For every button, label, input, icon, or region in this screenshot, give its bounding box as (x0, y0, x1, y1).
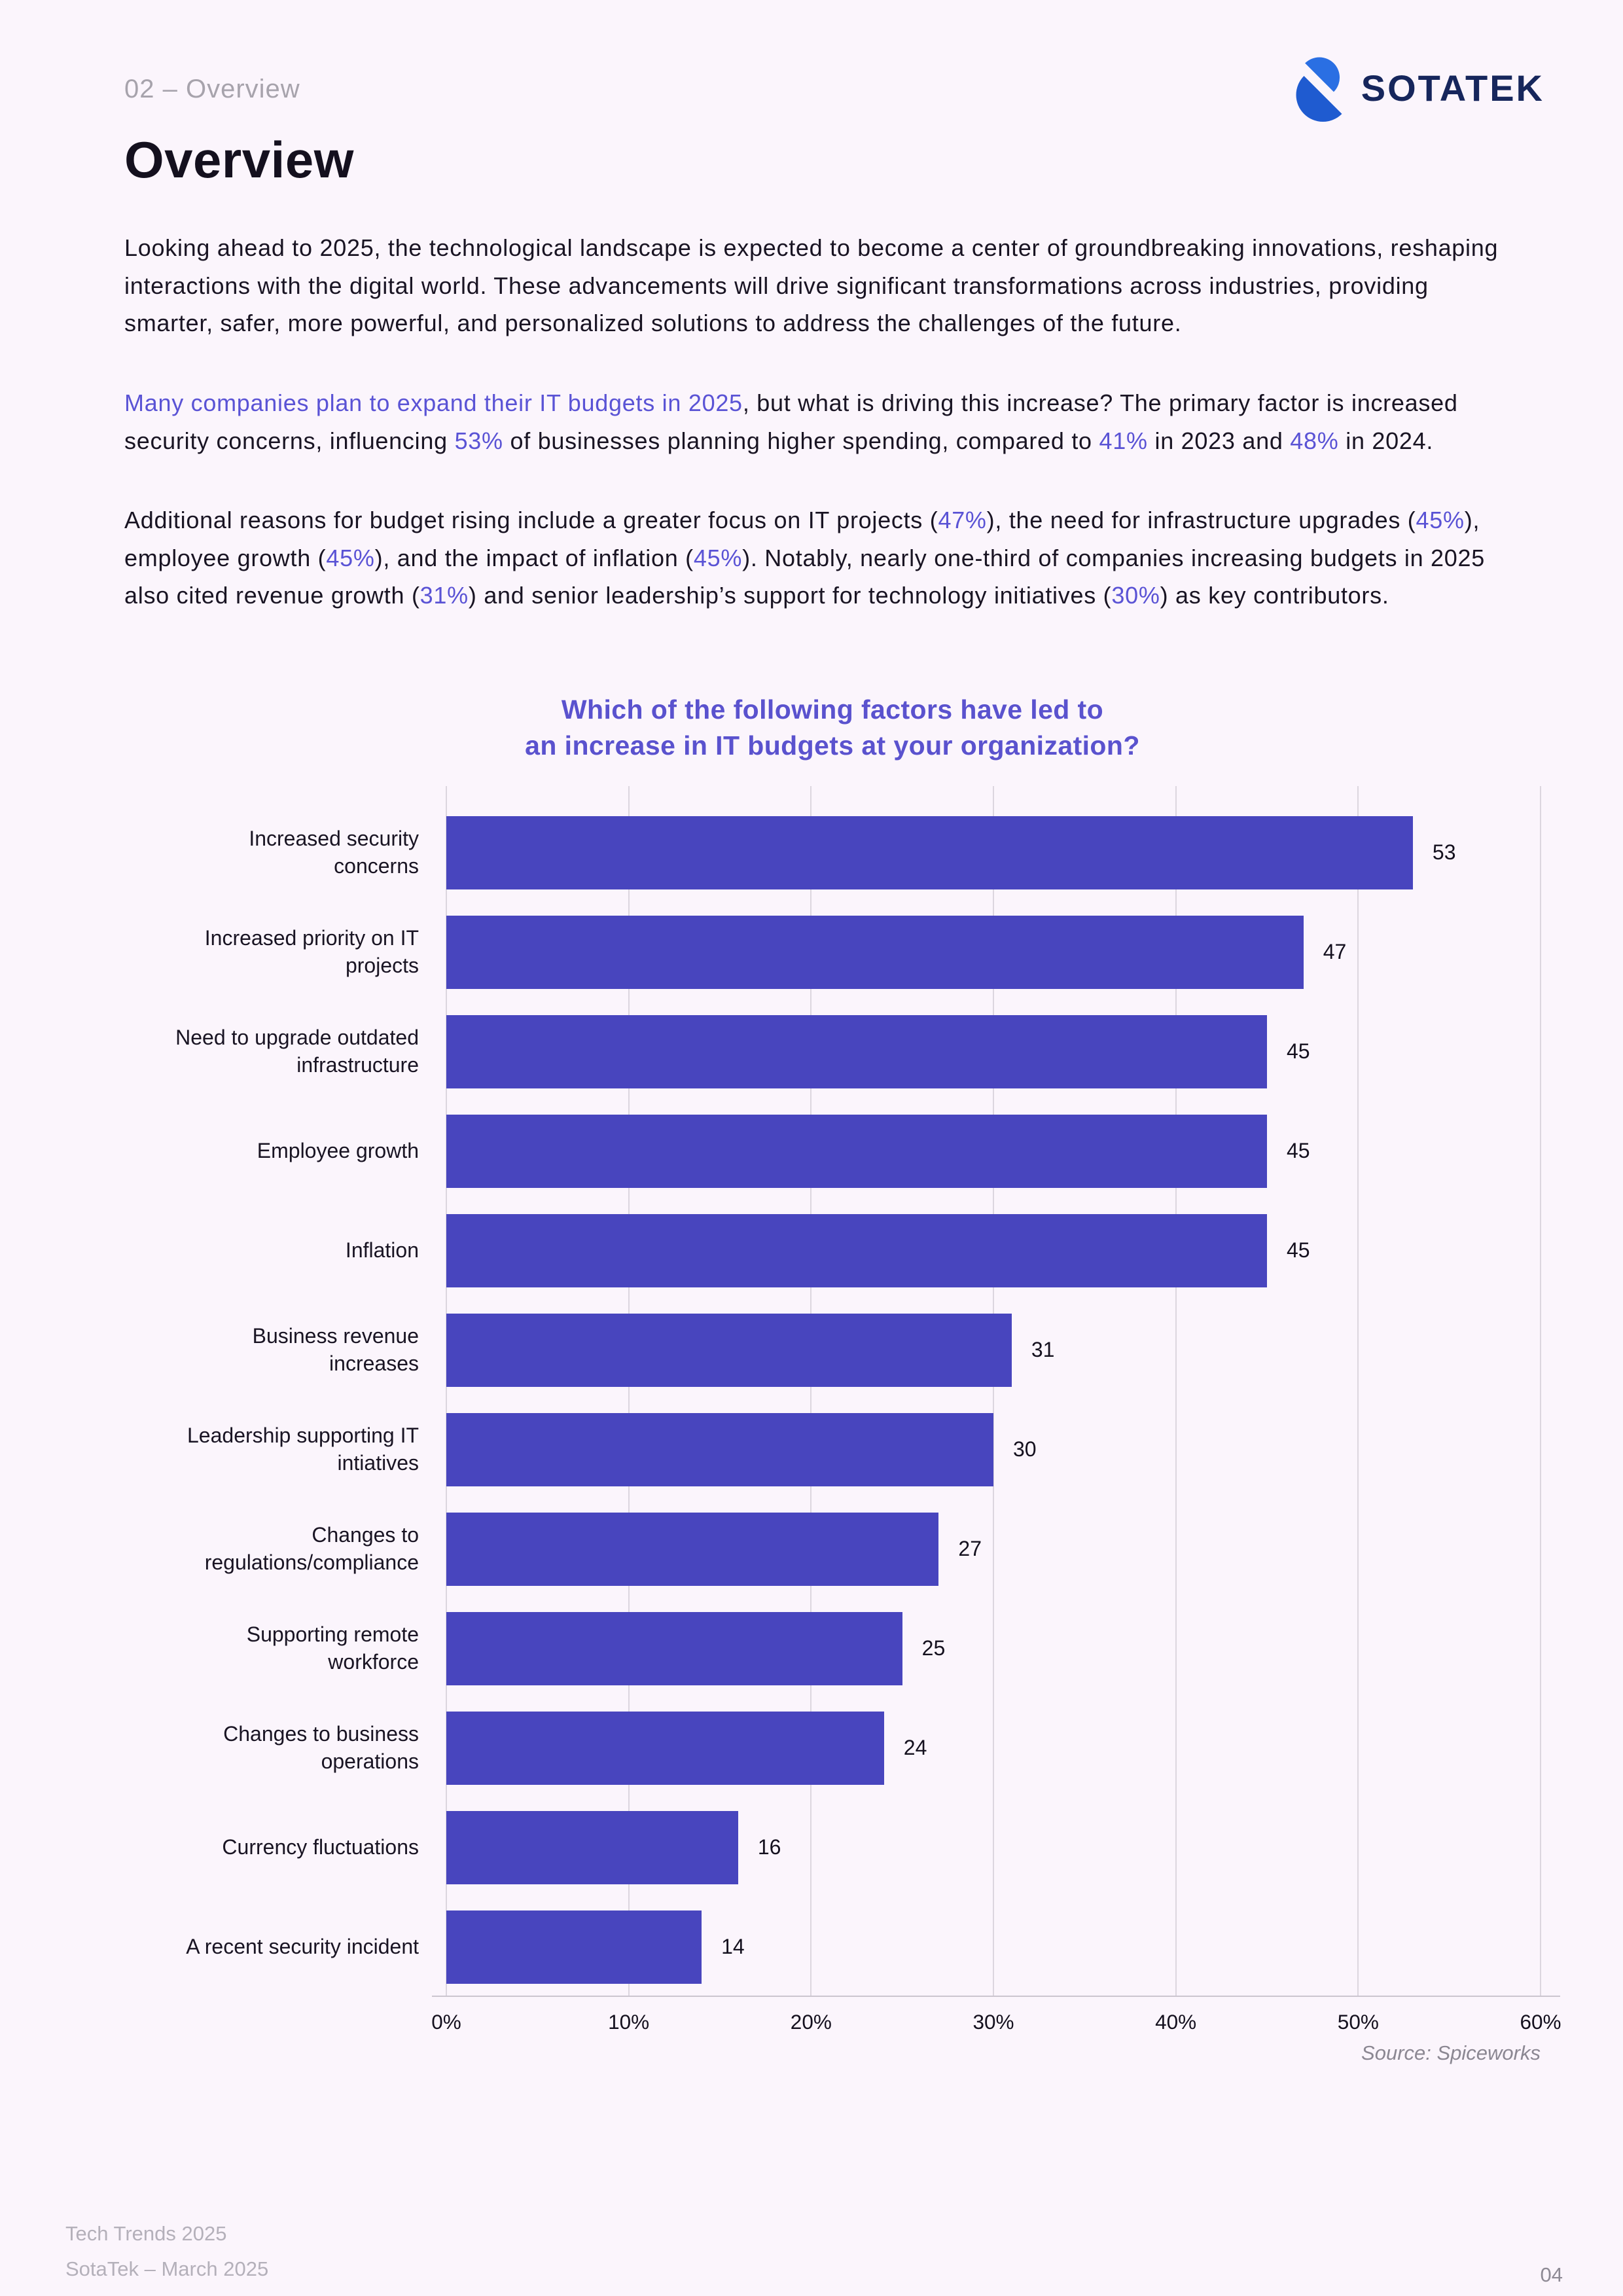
category-label: A recent security incident (186, 1935, 419, 1959)
accent-stat: 47% (938, 507, 987, 534)
body-text-segment: ), the need for infrastructure upgrades ( (986, 507, 1416, 534)
body-text-segment: , but what is driving this increase? The primary factor is increased security concerns, influencing (124, 389, 1458, 454)
sotatek-logo-icon (1294, 47, 1344, 128)
body-text-segment: ), employee growth ( (124, 507, 1480, 571)
value-label: 47 (1323, 940, 1347, 964)
value-label: 31 (1031, 1338, 1055, 1362)
body-text-segment: in 2024. (1338, 427, 1434, 454)
value-label: 45 (1287, 1139, 1310, 1163)
accent-stat: 45% (693, 544, 743, 571)
bar-track (446, 1499, 1541, 1599)
chart-row (124, 1400, 1541, 1499)
bar (446, 1015, 1267, 1088)
value-label: 45 (1287, 1238, 1310, 1263)
bar (446, 1413, 993, 1486)
bar-track (446, 803, 1541, 903)
page-title: Overview (124, 131, 354, 188)
category-label: Currency fluctuations (222, 1835, 419, 1859)
bar (446, 1811, 738, 1884)
bar-track (446, 1798, 1541, 1897)
bar-track (446, 903, 1541, 1002)
intro-paragraph-2 (124, 384, 1518, 459)
intro-paragraph-3 (124, 501, 1518, 615)
accent-stat: 53% (454, 427, 503, 454)
accent-stat: 48% (1290, 427, 1339, 454)
chart-title-line-2: an increase in IT budgets at your organization? (525, 730, 1140, 761)
chart-row (124, 1300, 1541, 1400)
accent-stat: 45% (326, 544, 375, 571)
bar (446, 1712, 884, 1785)
it-budget-bar-chart (124, 692, 1561, 2065)
bar-track (446, 1002, 1541, 1102)
bar (446, 916, 1304, 989)
bar (446, 1612, 902, 1685)
bar-track (446, 1599, 1541, 1698)
x-tick-label: 40% (1155, 2009, 1197, 2034)
page-number: 04 (1540, 2263, 1563, 2286)
value-label: 14 (721, 1935, 745, 1959)
chart-row (124, 1102, 1541, 1201)
accent-stat: 30% (1111, 582, 1160, 609)
chart-source: Source: Spiceworks (1361, 2041, 1541, 2064)
body-text-segment: Additional reasons for budget rising include a greater focus on IT projects ( (124, 507, 938, 534)
body-text-segment: ) and senior leadership’s support for technology initiatives ( (468, 582, 1112, 609)
bar-track (446, 1897, 1541, 1997)
category-label: Inflation (345, 1238, 419, 1263)
section-eyebrow: 02 – Overview (124, 75, 300, 103)
bar-track (446, 1102, 1541, 1201)
bar (446, 816, 1413, 889)
chart-row (124, 903, 1541, 1002)
body-text-segment: of businesses planning higher spending, compared to (503, 427, 1099, 454)
x-tick-label: 30% (972, 2009, 1014, 2034)
chart-row (124, 1201, 1541, 1300)
category-label: Need to upgrade outdated infrastructure (175, 1026, 419, 1077)
chart-row (124, 1798, 1541, 1897)
footer-text (65, 2216, 268, 2287)
sotatek-logo (1294, 47, 1544, 128)
x-tick-label: 0% (431, 2009, 461, 2034)
value-label: 24 (903, 1736, 927, 1760)
body-text-segment: in 2023 and (1147, 427, 1291, 454)
x-axis-tick-labels (431, 1997, 1561, 2040)
bar (446, 1910, 702, 1984)
category-label: Changes to business operations (223, 1722, 419, 1773)
body-text-segment: ) as key contributors. (1160, 582, 1389, 609)
chart-row (124, 1599, 1541, 1698)
accent-stat: 45% (1416, 507, 1465, 534)
accent-stat: 31% (419, 582, 469, 609)
x-tick-label: 20% (790, 2009, 832, 2034)
bar-track (446, 1201, 1541, 1300)
bar-track (446, 1300, 1541, 1400)
chart-row (124, 803, 1541, 903)
chart-row (124, 1698, 1541, 1798)
x-tick-label: 50% (1337, 2009, 1379, 2034)
chart-row (124, 1499, 1541, 1599)
bar (446, 1513, 938, 1586)
chart-row (124, 1002, 1541, 1102)
category-label: Changes to regulations/compliance (204, 1523, 419, 1574)
chart-title-line-1: Which of the following factors have led to (561, 694, 1104, 725)
page-footer (65, 2216, 1563, 2287)
value-label: 30 (1013, 1437, 1037, 1462)
intro-paragraph-1: Looking ahead to 2025, the technological landscape is expected to become a center of groundbreaking innovations, reshaping interactions with the digital world. These advancements will drive significant transformations across industries, providing smarter, safer, more powerful, and personalized solutions to address the challenges of the future. (124, 234, 1499, 337)
bar (446, 1214, 1267, 1287)
category-label: Employee growth (257, 1139, 419, 1163)
x-tick-label: 10% (608, 2009, 650, 2034)
it-budgets-inline-link[interactable]: Many companies plan to expand their IT budgets in 2025 (124, 389, 743, 417)
bar (446, 1314, 1012, 1387)
bar (446, 1115, 1267, 1188)
category-label: Increased security concerns (249, 827, 419, 878)
category-label: Business revenue increases (252, 1324, 419, 1375)
category-label: Leadership supporting IT intiatives (187, 1424, 419, 1475)
value-label: 27 (958, 1537, 982, 1561)
chart-row (124, 1897, 1541, 1997)
value-label: 53 (1432, 840, 1456, 865)
body-text-segment: ). Notably, nearly one-third of companies increasing budgets in 2025 also cited revenue growth ( (124, 544, 1486, 609)
value-label: 25 (921, 1636, 946, 1660)
chart-title (124, 692, 1541, 764)
value-label: 45 (1287, 1039, 1310, 1064)
category-label: Increased priority on IT projects (204, 926, 419, 977)
category-label: Supporting remote workforce (246, 1623, 419, 1674)
body-text-segment: ), and the impact of inflation ( (374, 544, 694, 571)
sotatek-logo-text: SOTATEK (1361, 67, 1544, 109)
value-label: 16 (757, 1835, 781, 1859)
footer-report-name: Tech Trends 2025 (65, 2221, 227, 2245)
accent-stat: 41% (1099, 427, 1148, 454)
bar-rows (124, 803, 1541, 1997)
chart-plot-area (124, 786, 1541, 1997)
bar-track (446, 1400, 1541, 1499)
x-tick-label: 60% (1520, 2009, 1561, 2034)
footer-company-date: SotaTek – March 2025 (65, 2257, 269, 2280)
bar-track (446, 1698, 1541, 1798)
